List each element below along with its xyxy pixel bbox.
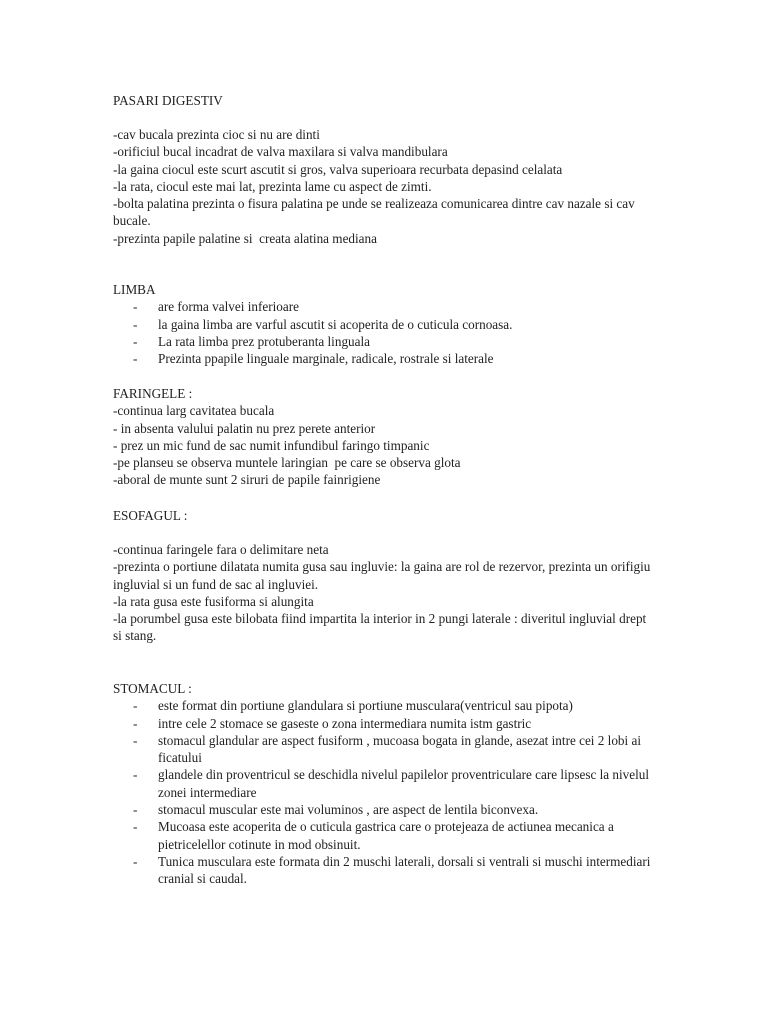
dash-bullet: -	[133, 316, 138, 332]
section-heading-stomacul: STOMACUL :	[113, 681, 192, 696]
list-item	[113, 766, 658, 801]
dash-bullet: -	[133, 732, 138, 748]
dash-bullet: -	[133, 802, 138, 818]
esofagul-line: -prezinta o portiune dilatata numita gusa sau ingluvie: la gaina are rol de rezervor, prezinta un orifigiu ingluvial si un fund de sac al ingluviei.	[113, 559, 654, 592]
esofagul-line: -la porumbel gusa este bilobata fiind impartita la interior in 2 pungi laterale : diveritul ingluvial drept si stang.	[113, 611, 650, 644]
intro-line: -la rata, ciocul este mai lat, prezinta lame cu aspect de zimti.	[113, 178, 432, 194]
page-title: PASARI DIGESTIV	[113, 93, 223, 108]
list-item	[113, 715, 658, 732]
list-item-text: are forma valvei inferioare	[158, 299, 299, 315]
list-item	[113, 350, 673, 367]
list-item	[113, 801, 658, 818]
faringele-line: - in absenta valului palatin nu prez perete anterior	[113, 420, 376, 436]
esofagul-body	[113, 541, 653, 645]
dash-bullet: -	[133, 819, 138, 835]
list-item	[113, 333, 673, 350]
list-item-text: la gaina limba are varful ascutit si acoperita de o cuticula cornoasa.	[158, 316, 513, 332]
list-item	[113, 853, 658, 888]
list-item-text: Prezinta ppapile linguale marginale, radicale, rostrale si laterale	[158, 351, 494, 367]
intro-section	[113, 126, 673, 247]
section-heading-esofagul: ESOFAGUL :	[113, 508, 188, 523]
list-item-text: La rata limba prez protuberanta linguala	[158, 333, 370, 349]
dash-bullet: -	[133, 333, 138, 349]
dash-bullet: -	[133, 715, 138, 731]
faringele-line: -continua larg cavitatea bucala	[113, 403, 275, 419]
dash-bullet: -	[133, 853, 138, 869]
esofagul-line: -la rata gusa este fusiforma si alungita	[113, 593, 314, 609]
intro-line: -la gaina ciocul este scurt ascutit si gros, valva superioara recurbata depasind celalata	[113, 161, 563, 177]
faringele-line: -aboral de munte sunt 2 siruri de papile fainrigiene	[113, 472, 381, 488]
list-item-text: Mucoasa este acoperita de o cuticula gastrica care o protejeaza de actiunea mecanica a pietricelellor cotinute in mod obsinuit.	[158, 819, 614, 852]
list-item	[113, 732, 658, 767]
faringele-section	[113, 385, 673, 489]
esofagul-section	[113, 507, 673, 524]
esofagul-line: -continua faringele fara o delimitare neta	[113, 542, 329, 557]
list-item-text: Tunica musculara este formata din 2 muschi laterali, dorsali si ventrali si muschi intermediari cranial si caudal.	[158, 853, 651, 887]
list-item	[113, 298, 673, 315]
limba-list	[113, 298, 673, 367]
stomacul-section	[113, 680, 658, 888]
section-heading-faringele: FARINGELE :	[113, 386, 193, 401]
section-heading-limba: LIMBA	[113, 282, 156, 297]
intro-line: -bolta palatina prezinta o fisura palatina pe unde se realizeaza comunicarea dintre cav nazale si cav bucale.	[113, 196, 639, 229]
list-item-text: stomacul glandular are aspect fusiform , mucoasa bogata in glande, asezat intre cei 2 lobi ai ficatului	[158, 732, 641, 766]
list-item	[113, 818, 658, 853]
list-item-text: glandele din proventricul se deschidla nivelul papilelor proventriculare care lipsesc la nivelul zonei intermediare	[158, 767, 650, 800]
dash-bullet: -	[133, 698, 138, 714]
dash-bullet: -	[133, 767, 138, 783]
intro-line: -orificiul bucal incadrat de valva maxilara si valva mandibulara	[113, 144, 448, 160]
list-item	[113, 697, 658, 714]
list-item-text: stomacul muscular este mai voluminos , are aspect de lentila biconvexa.	[158, 802, 539, 818]
list-item	[113, 316, 673, 333]
intro-line: -cav bucala prezinta cioc si nu are dinti	[113, 127, 320, 142]
intro-line: -prezinta papile palatine si creata alatina mediana	[113, 230, 377, 246]
faringele-line: - prez un mic fund de sac numit infundibul faringo timpanic	[113, 437, 430, 453]
list-item-text: este format din portiune glandulara si portiune musculara(ventricul sau pipota)	[158, 698, 573, 714]
stomacul-list	[113, 697, 658, 887]
dash-bullet: -	[133, 351, 138, 367]
faringele-line: -pe planseu se observa muntele laringian pe care se observa glota	[113, 455, 461, 471]
limba-section	[113, 281, 673, 367]
dash-bullet: -	[133, 299, 138, 315]
list-item-text: intre cele 2 stomace se gaseste o zona intermediara numita istm gastric	[158, 715, 532, 731]
